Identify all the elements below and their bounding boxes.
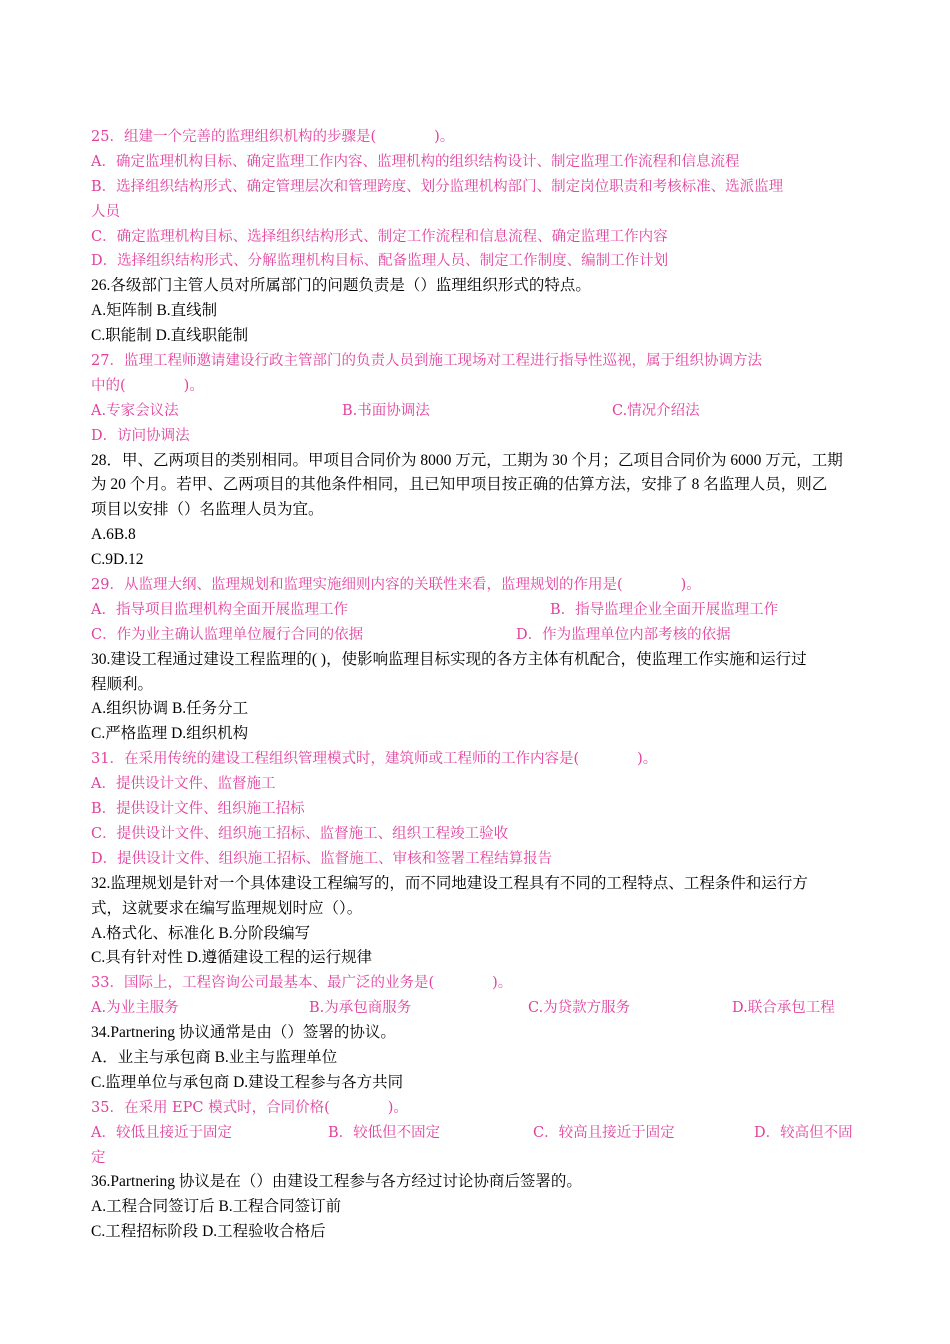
- option-a: A．指导项目监理机构全面开展监理工作: [91, 601, 348, 618]
- option-d: D．作为监理单位内部考核的依据: [516, 626, 731, 643]
- option-b: B．较低但不固定: [328, 1124, 441, 1141]
- question-stem-cont: 为 20 个月。若甲、乙两项目的其他条件相同，且已知甲项目按正确的估算方法，安排了 8 名监理人员，则乙: [91, 476, 828, 494]
- document-page: [91, 125, 863, 1245]
- option-a: A.专家会议法: [91, 402, 179, 419]
- option-d: D．访问协调法: [91, 427, 190, 444]
- option-c: C．较高且接近于固定: [533, 1124, 675, 1141]
- option-d: D．提供设计文件、组织施工招标、监督施工、审核和签署工程结算报告: [91, 850, 553, 867]
- question-stem: 31．在采用传统的建设工程组织管理模式时，建筑师或工程师的工作内容是( )。: [91, 751, 658, 768]
- options-ab: A．业主与承包商 B.业主与监理单位: [91, 1048, 338, 1066]
- option-d: D．较高但不固: [754, 1124, 853, 1141]
- options-ab: A.矩阵制 B.直线制: [91, 302, 218, 320]
- option-d: D．选择组织结构形式、分解监理机构目标、配备监理人员、制定工作制度、编制工作计划: [91, 253, 669, 270]
- options-cd: C.职能制 D.直线职能制: [91, 327, 249, 345]
- option-d-cont: 定: [91, 1149, 106, 1166]
- question-stem: 29．从监理大纲、监理规划和监理实施细则内容的关联性来看，监理规划的作用是( )。: [91, 577, 701, 594]
- option-b: B．选择组织结构形式、确定管理层次和管理跨度、划分监理机构部门、制定岗位职责和考核标准、选派监理: [91, 178, 784, 195]
- question-stem: 36.Partnering 协议是在（）由建设工程参与各方经过讨论协商后签署的。: [91, 1173, 582, 1191]
- option-b: B.为承包商服务: [309, 1000, 412, 1017]
- options-cd: C.9D.12: [91, 551, 144, 569]
- option-c: C．确定监理机构目标、选择组织结构形式、制定工作流程和信息流程、确定监理工作内容: [91, 228, 668, 245]
- options-cd: C.监理单位与承包商 D.建设工程参与各方共同: [91, 1073, 404, 1091]
- question-stem: 26.各级部门主管人员对所属部门的问题负责是（）监理组织形式的特点。: [91, 277, 591, 295]
- option-b-cont: 人员: [91, 203, 120, 220]
- question-stem: 30.建设工程通过建设工程监理的( )，使影响监理目标实现的各方主体有机配合，使监理工作实施和运行过: [91, 650, 807, 668]
- options-row: [91, 623, 863, 648]
- question-stem: 28．甲、乙两项目的类别相同。甲项目合同价为 8000 万元，工期为 30 个月；乙项目合同价为 6000 万元，工期: [91, 451, 843, 469]
- question-stem: 25．组建一个完善的监理组织机构的步骤是( )。: [91, 129, 455, 145]
- question-stem: 32.监理规划是针对一个具体建设工程编写的，而不同地建设工程具有不同的工程特点、工程条件和运行方: [91, 874, 808, 892]
- question-stem-cont: 程顺利。: [91, 675, 154, 693]
- option-a: A．较低且接近于固定: [91, 1124, 232, 1141]
- question-stem: 35．在采用 EPC 模式时，合同价格( )。: [91, 1099, 408, 1116]
- question-stem-cont: 式，这就要求在编写监理规划时应（）。: [91, 899, 363, 917]
- option-a: A．提供设计文件、监督施工: [91, 776, 276, 793]
- options-row: [91, 399, 863, 424]
- option-a: A.为业主服务: [91, 1000, 179, 1017]
- options-row: [91, 1121, 863, 1146]
- question-stem: 33．国际上，工程咨询公司最基本、最广泛的业务是( )。: [91, 975, 513, 992]
- options-ab: A.工程合同签订后 B.工程合同签订前: [91, 1198, 342, 1216]
- options-cd: C.工程招标阶段 D.工程验收合格后: [91, 1223, 326, 1241]
- question-stem-cont: 项目以安排（）名监理人员为宜。: [91, 501, 324, 519]
- option-a: A．确定监理机构目标、确定监理工作内容、监理机构的组织结构设计、制定监理工作流程和信息流程: [91, 153, 740, 170]
- question-stem: 27．监理工程师邀请建设行政主管部门的负责人员到施工现场对工程进行指导性巡视，属于组织协调方法: [91, 353, 762, 370]
- option-c: C.为贷款方服务: [528, 1000, 631, 1017]
- option-c: C．作为业主确认监理单位履行合同的依据: [91, 626, 364, 643]
- options-ab: A.6B.8: [91, 526, 136, 544]
- options-cd: C.严格监理 D.组织机构: [91, 725, 249, 743]
- question-stem: 34.Partnering 协议通常是由（）签署的协议。: [91, 1024, 396, 1042]
- options-cd: C.具有针对性 D.遵循建设工程的运行规律: [91, 949, 373, 967]
- option-d: D.联合承包工程: [732, 1000, 835, 1017]
- options-row: [91, 996, 863, 1021]
- options-row: [91, 598, 863, 623]
- question-stem-cont: 中的( )。: [91, 377, 204, 394]
- option-c: C.情况介绍法: [612, 402, 700, 419]
- option-b: B.书面协调法: [342, 402, 430, 419]
- option-c: C．提供设计文件、组织施工招标、监督施工、组织工程竣工验收: [91, 825, 509, 842]
- option-b: B．指导监理企业全面开展监理工作: [550, 601, 779, 618]
- options-ab: A.格式化、标准化 B.分阶段编写: [91, 924, 311, 942]
- options-ab: A.组织协调 B.任务分工: [91, 700, 249, 718]
- option-b: B．提供设计文件、组织施工招标: [91, 801, 305, 818]
